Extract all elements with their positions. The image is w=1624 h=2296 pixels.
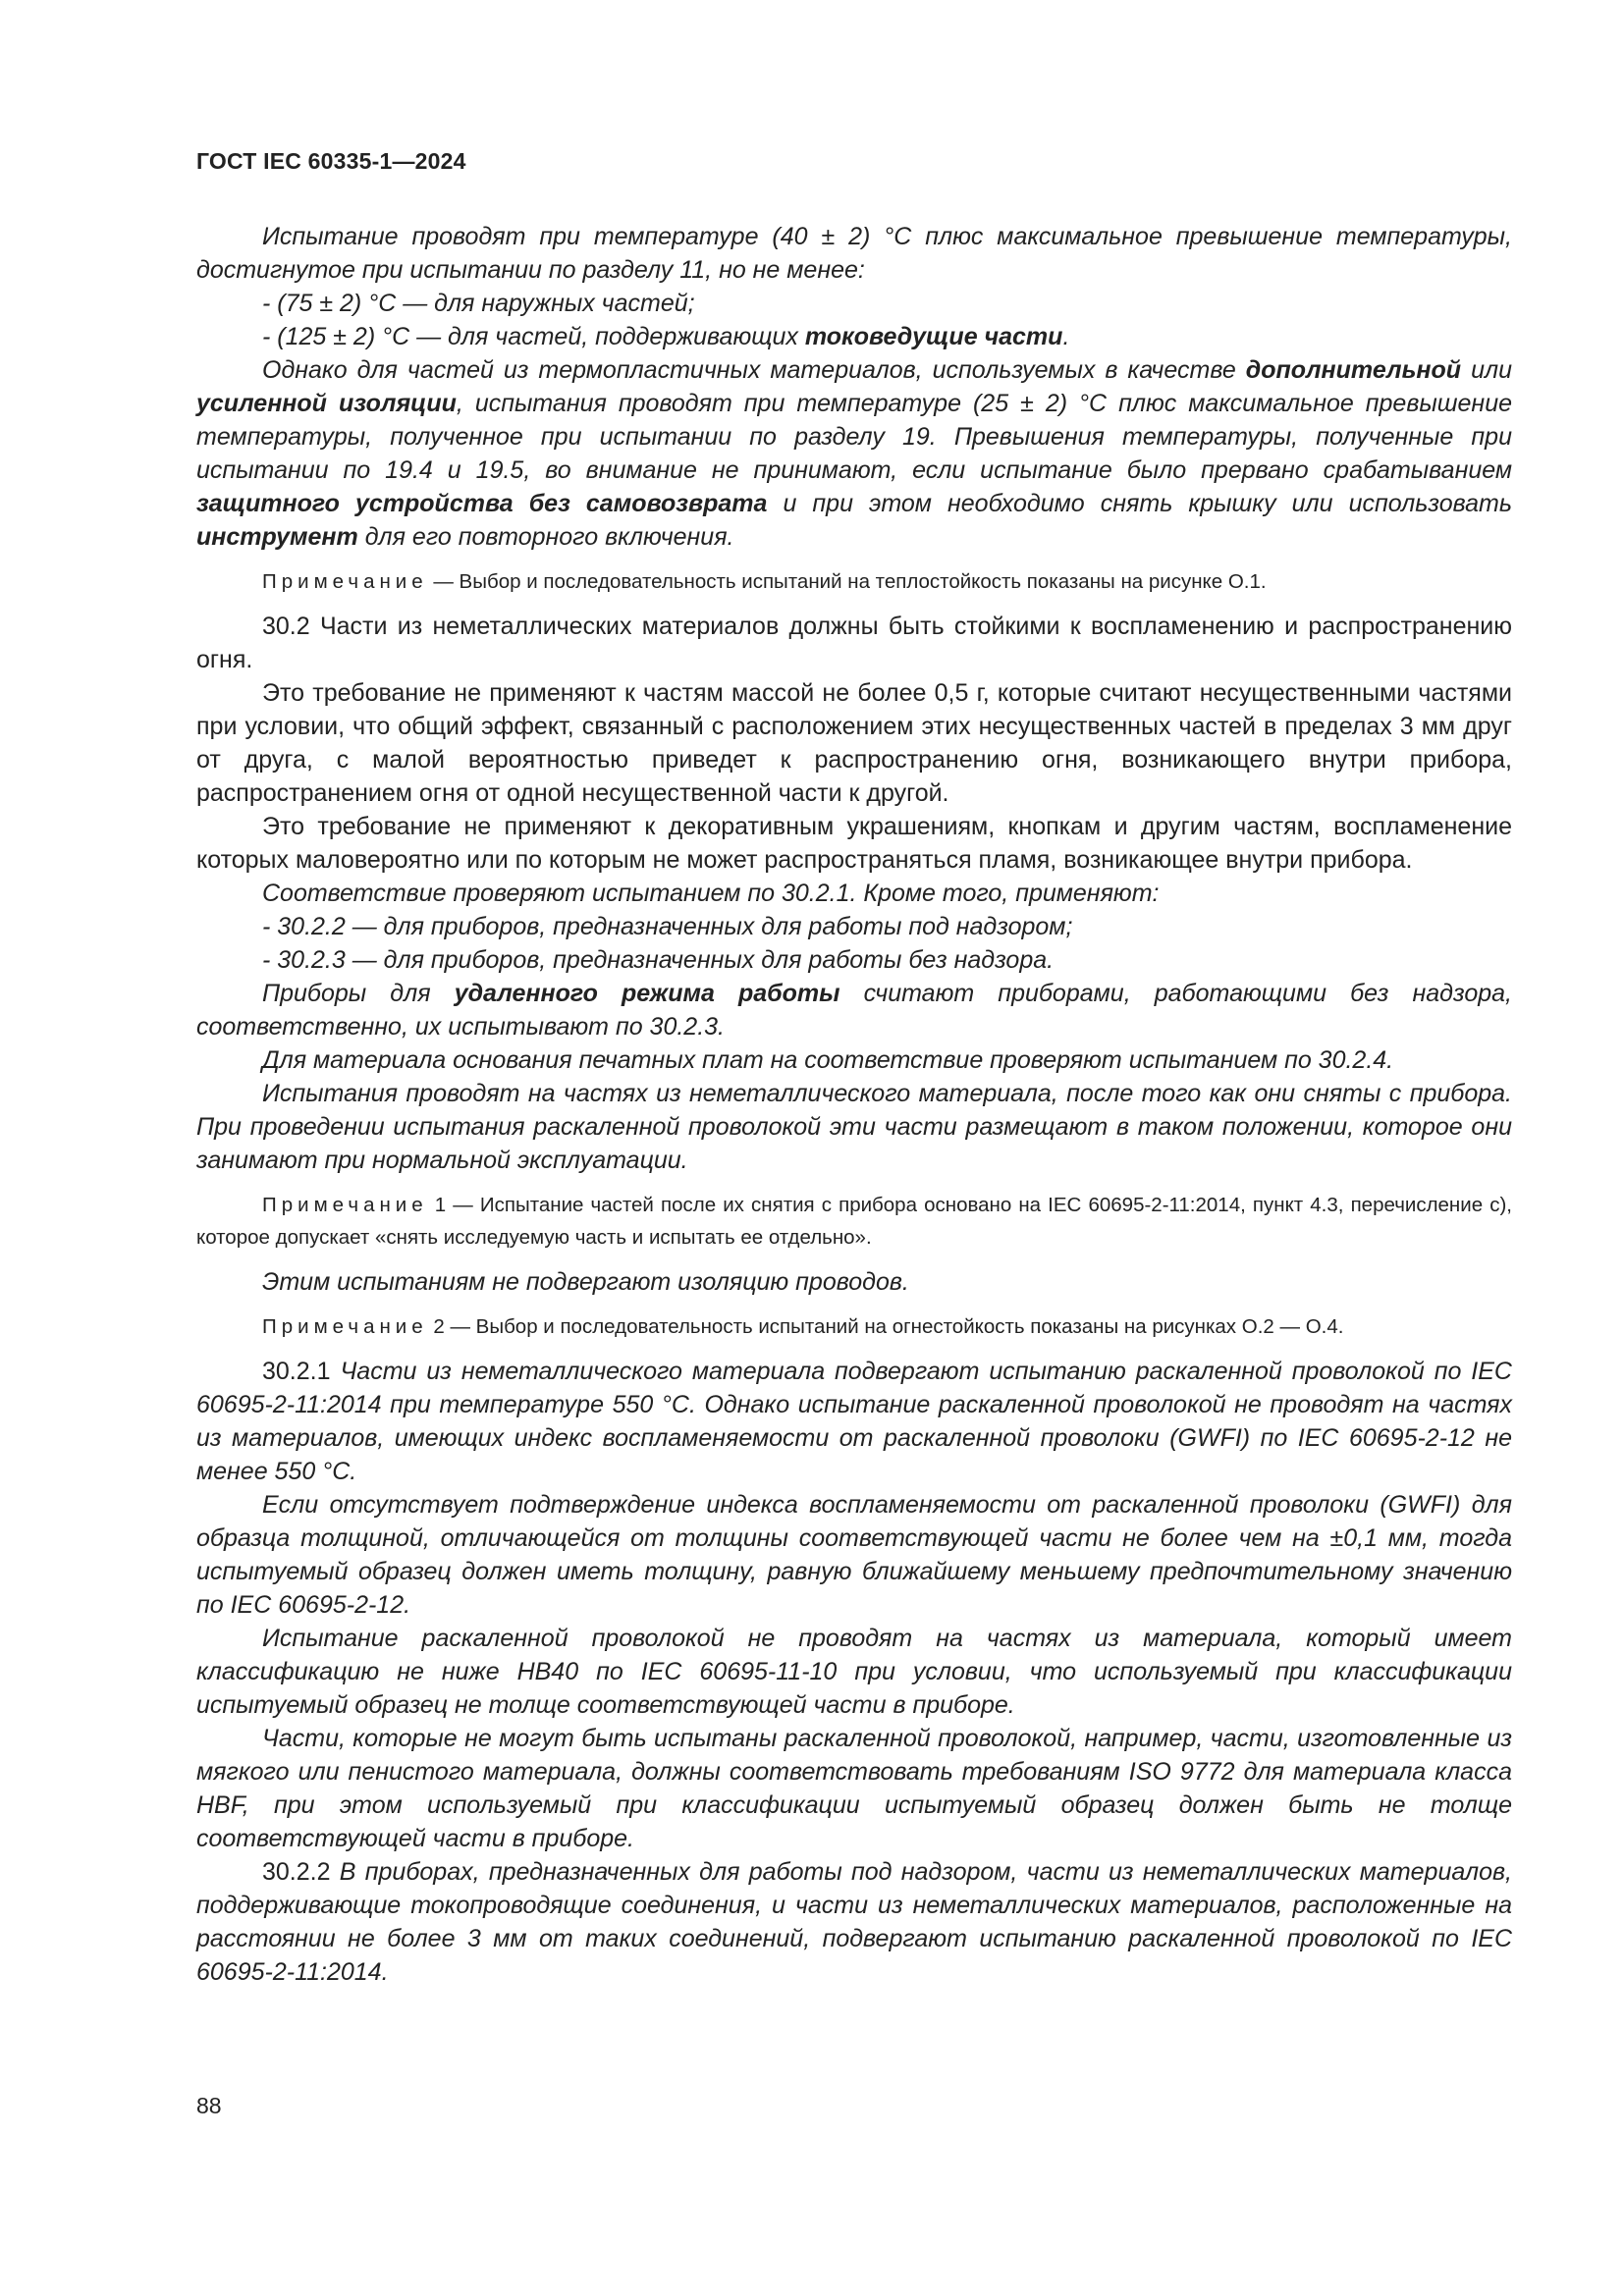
text-run: Этим испытаниям не подвергают изоляцию проводов. [262, 1268, 909, 1296]
text-run: - (75 ± 2) °С — для наружных частей; [262, 290, 695, 317]
text-run: Это требование не применяют к частям массой не более 0,5 г, которые считают несущественными частями при условии, что общий эффект, связанный с расположением этих несущественных частей в пределах 3 мм друг от друга, с малой вероятностью приведет к распространению огня, возникающего внутри прибора, распространением огня от одной несущественной части к другой. [196, 679, 1512, 807]
defined-term: удаленного режима работы [454, 980, 840, 1007]
list-item [196, 910, 1512, 943]
text-run: считают приборами, работающими без надзора, соответственно, их испытывают по 30.2.3. [196, 980, 1512, 1041]
document-body [196, 220, 1512, 1989]
paragraph [196, 676, 1512, 810]
page-number: 88 [196, 2093, 222, 2118]
clause-number: 30.2.1 [262, 1358, 331, 1385]
paragraph [196, 1488, 1512, 1622]
text-run: Соответствие проверяют испытанием по 30.2.1. Кроме того, применяют: [262, 880, 1160, 907]
clause-text: Части из неметаллического материала подвергают испытанию раскаленной проволокой по IEC 60695-2-11:2014 при температуре 550 °С. Однако испытание раскаленной проволокой не проводят на частях из материалов, имеющих индекс воспламеняемости от раскаленной проволоки (GWFI) по IEC 60695-2-12 не менее 550 °С. [196, 1358, 1512, 1485]
text-run: Если отсутствует подтверждение индекса воспламеняемости от раскаленной проволоки (GWFI) для образца толщиной, отличающейся от толщины соответствующей части не более чем на ±0,1 мм, тогда испытуемый образец должен иметь толщину, равную ближайшему меньшему предпочтительному значению по IEC 60695-2-12. [196, 1491, 1512, 1619]
text-run: Части, которые не могут быть испытаны раскаленной проволокой, например, части, изготовленные из мягкого или пенистого материала, должны соответствовать требованиям ISO 9772 для материала класса HBF, при этом используемый при классификации испытуемый образец должен быть не толще соответствующей части в приборе. [196, 1725, 1512, 1852]
text-run: Это требование не применяют к декоративным украшениям, кнопкам и другим частям, воспламенение которых маловероятно или по которым не может распространяться пламя, возникающее внутри прибора. [196, 813, 1512, 874]
paragraph [196, 353, 1512, 554]
paragraph [196, 1265, 1512, 1299]
text-run: , испытания проводят при температуре (25 ± 2) °С плюс максимальное превышение температуры, полученное при испытании по разделу 19. Превышения температуры, полученные при испытании по 19.4 и 19.5, во внимание не принимают, если испытание было прервано срабатыванием [196, 390, 1512, 484]
note-text: — Испытание частей после их снятия с прибора основано на IEC 60695-2-11:2014, пункт 4.3, перечисление с), которое допускает «снять исследуемую часть и испытать ее отдельно». [196, 1194, 1512, 1249]
paragraph [196, 1722, 1512, 1855]
text-run: и при этом необходимо снять крышку или использовать [767, 490, 1512, 517]
clause-text: В приборах, предназначенных для работы под надзором, части из неметаллических материалов, поддерживающие токопроводящие соединения, и части из неметаллических материалов, расположенные на расстоянии не более 3 мм от таких соединений, подвергают испытанию раскаленной проволокой по IEC 60695-2-11:2014. [196, 1858, 1512, 1986]
note-label: Примечание [262, 570, 428, 593]
note-label: Примечание [262, 1194, 428, 1216]
list-item [196, 320, 1512, 353]
clause [196, 610, 1512, 676]
document-header: ГОСТ IEC 60335-1—2024 [196, 148, 466, 174]
text-run: Для материала основания печатных плат на соответствие проверяют испытанием по 30.2.4. [262, 1046, 1394, 1074]
note [196, 565, 1512, 598]
note-label: Примечание [262, 1315, 428, 1338]
note [196, 1189, 1512, 1254]
text-run: для его повторного включения. [357, 523, 734, 551]
clause [196, 1355, 1512, 1488]
text-run: Однако для частей из термопластичных материалов, используемых в качестве [262, 356, 1246, 384]
text-run: Испытание раскаленной проволокой не проводят на частях из материала, который имеет классификацию не ниже НВ40 по IEC 60695-11-10 при условии, что используемый при классификации испытуемый образец не толще соответствующей части в приборе. [196, 1625, 1512, 1719]
defined-term: защитного устройства без самовозврата [196, 490, 768, 517]
list-item [196, 287, 1512, 320]
text-run: . [1062, 323, 1070, 350]
defined-term: инструмент [196, 523, 358, 551]
list-item [196, 943, 1512, 977]
note-number: 1 [427, 1194, 447, 1216]
paragraph [196, 1077, 1512, 1177]
clause-number: 30.2.2 [262, 1858, 331, 1886]
paragraph [196, 977, 1512, 1043]
text-run: Приборы для [262, 980, 455, 1007]
clause-number: 30.2 [262, 613, 310, 640]
text-run: - 30.2.2 — для приборов, предназначенных для работы под надзором; [262, 913, 1073, 940]
defined-term: усиленной изоляции [196, 390, 457, 417]
defined-term: дополнительной [1245, 356, 1462, 384]
paragraph [196, 220, 1512, 287]
note-number: 2 [427, 1315, 445, 1338]
note [196, 1310, 1512, 1343]
paragraph [196, 877, 1512, 910]
clause-text: Части из неметаллических материалов должны быть стойкими к воспламенению и распространению огня. [196, 613, 1512, 673]
paragraph [196, 1043, 1512, 1077]
paragraph [196, 1622, 1512, 1722]
text-run: или [1461, 356, 1512, 384]
clause [196, 1855, 1512, 1989]
note-text: — Выбор и последовательность испытаний на теплостойкость показаны на рисунке О.1. [427, 570, 1267, 593]
text-run: Испытание проводят при температуре (40 ± 2) °С плюс максимальное превышение температуры, достигнутое при испытании по разделу 11, но не менее: [196, 223, 1512, 284]
text-run: - (125 ± 2) °С — для частей, поддерживающих [262, 323, 805, 350]
paragraph [196, 810, 1512, 877]
text-run: - 30.2.3 — для приборов, предназначенных для работы без надзора. [262, 946, 1055, 974]
note-text: — Выбор и последовательность испытаний на огнестойкость показаны на рисунках О.2 — О.4. [444, 1315, 1344, 1338]
text-run: Испытания проводят на частях из неметаллического материала, после того как они сняты с прибора. При проведении испытания раскаленной проволокой эти части размещают в таком положении, которое они занимают при нормальной эксплуатации. [196, 1080, 1512, 1174]
defined-term: токоведущие части [804, 323, 1063, 350]
